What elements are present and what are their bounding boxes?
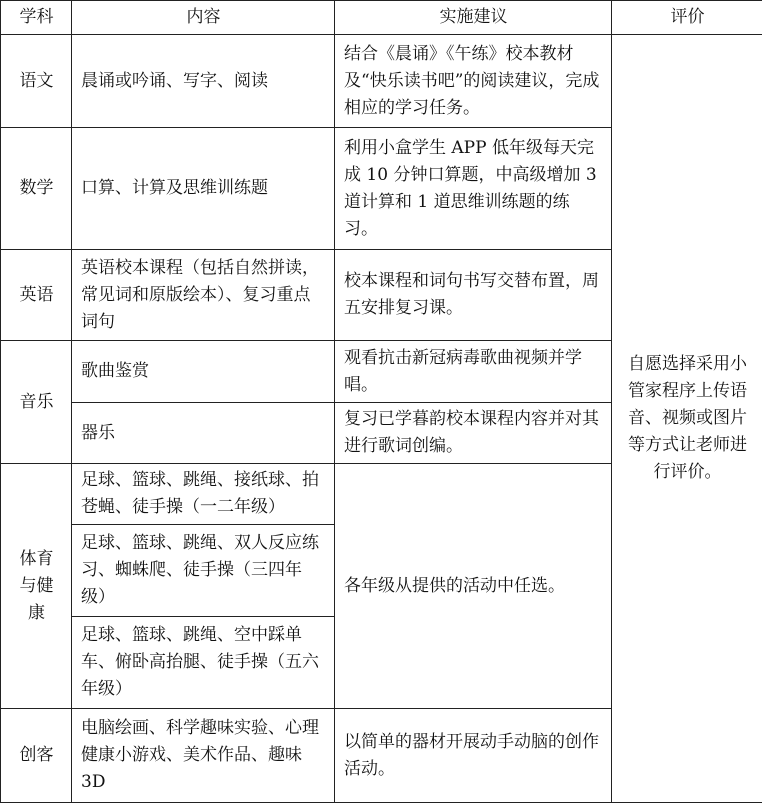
content-pe-grade-1-2: 足球、篮球、跳绳、接纸球、拍苍蝇、徒手操（一二年级） (72, 464, 335, 525)
header-subject: 学科 (1, 1, 72, 35)
subject-pe-line: 体育 (20, 546, 54, 573)
content-music-2: 器乐 (72, 403, 335, 464)
subject-pe-label (20, 546, 54, 627)
subject-music: 音乐 (1, 341, 72, 464)
subject-chinese: 语文 (1, 35, 72, 128)
content-english: 英语校本课程（包括自然拼读，常见词和原版绘本）、复习重点词句 (72, 250, 335, 341)
header-row (1, 1, 762, 35)
content-creative: 电脑绘画、科学趣味实验、心理健康小游戏、美术作品、趣味 3D (72, 709, 335, 803)
advice-english: 校本课程和词句书写交替布置，周五安排复习课。 (335, 250, 612, 341)
rating-cell: 自愿选择采用小管家程序上传语音、视频或图片等方式让老师进行评价。 (612, 35, 762, 803)
advice-math: 利用小盒学生 APP 低年级每天完成 10 分钟口算题，中高级增加 3 道计算和 1 道思维训练题的练习。 (335, 128, 612, 250)
subject-pe-line: 康 (20, 600, 54, 627)
advice-music-2: 复习已学暮韵校本课程内容并对其进行歌词创编。 (335, 403, 612, 464)
subject-english: 英语 (1, 250, 72, 341)
content-math: 口算、计算及思维训练题 (72, 128, 335, 250)
content-music-1: 歌曲鉴赏 (72, 341, 335, 403)
header-rating: 评价 (612, 1, 762, 35)
subject-pe-line: 与健 (20, 573, 54, 600)
subject-math: 数学 (1, 128, 72, 250)
advice-pe: 各年级从提供的活动中任选。 (335, 464, 612, 709)
content-chinese: 晨诵或吟诵、写字、阅读 (72, 35, 335, 128)
advice-chinese: 结合《晨诵》《午练》校本教材及“快乐读书吧”的阅读建议，完成相应的学习任务。 (335, 35, 612, 128)
header-content: 内容 (72, 1, 335, 35)
content-pe-grade-3-4: 足球、篮球、跳绳、双人反应练习、蜘蛛爬、徒手操（三四年级） (72, 525, 335, 617)
advice-creative: 以简单的器材开展动手动脑的创作活动。 (335, 709, 612, 803)
advice-music-1: 观看抗击新冠病毒歌曲视频并学唱。 (335, 341, 612, 403)
subject-pe (1, 464, 72, 709)
subject-creative: 创客 (1, 709, 72, 803)
content-pe-grade-5-6: 足球、篮球、跳绳、空中踩单车、俯卧高抬腿、徒手操（五六年级） (72, 617, 335, 709)
header-advice: 实施建议 (335, 1, 612, 35)
row-chinese (1, 35, 762, 128)
